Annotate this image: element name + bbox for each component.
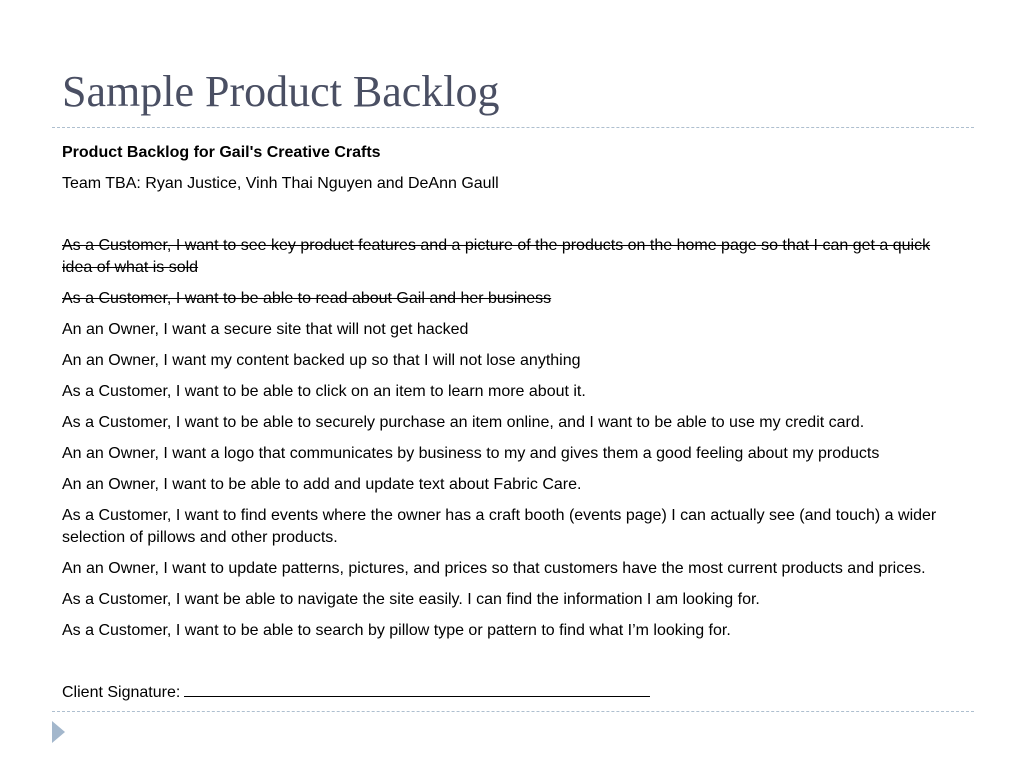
backlog-item: An an Owner, I want a logo that communicates by business to my and gives them a good feeling about my products — [62, 445, 880, 462]
backlog-item: An an Owner, I want my content backed up so that I will not lose anything — [62, 352, 581, 369]
title-divider — [52, 127, 974, 128]
backlog-item-done: As a Customer, I want to be able to read about Gail and her business — [62, 290, 552, 307]
backlog-item: As a Customer, I want to be able to search by pillow type or pattern to find what I’m looking for. — [62, 622, 731, 639]
team-line: Team TBA: Ryan Justice, Vinh Thai Nguyen and DeAnn Gaull — [62, 175, 499, 192]
signature-label: Client Signature: — [62, 684, 181, 701]
footer-divider — [52, 711, 974, 712]
backlog-item: As a Customer, I want to find events where the owner has a craft booth (events page) I can actually see (and touch) a wider selection of pillows and other products. — [62, 507, 937, 546]
backlog-item: An an Owner, I want to be able to add and update text about Fabric Care. — [62, 476, 582, 493]
slide-body — [62, 142, 962, 713]
backlog-heading: Product Backlog for Gail's Creative Crafts — [62, 144, 381, 161]
backlog-item: As a Customer, I want to be able to securely purchase an item online, and I want to be able to use my credit card. — [62, 414, 865, 431]
triangle-right-icon — [52, 721, 65, 743]
backlog-item-done: As a Customer, I want to see key product features and a picture of the products on the home page so that I can get a quick idea of what is sold — [62, 237, 931, 276]
backlog-item: An an Owner, I want to update patterns, pictures, and prices so that customers have the most current products and prices. — [62, 560, 926, 577]
signature-line — [184, 682, 650, 697]
backlog-item: An an Owner, I want a secure site that will not get hacked — [62, 321, 469, 338]
backlog-item: As a Customer, I want to be able to click on an item to learn more about it. — [62, 383, 586, 400]
client-signature — [62, 682, 962, 704]
slide-title: Sample Product Backlog — [62, 67, 500, 116]
backlog-item: As a Customer, I want be able to navigate the site easily. I can find the information I am looking for. — [62, 591, 760, 608]
